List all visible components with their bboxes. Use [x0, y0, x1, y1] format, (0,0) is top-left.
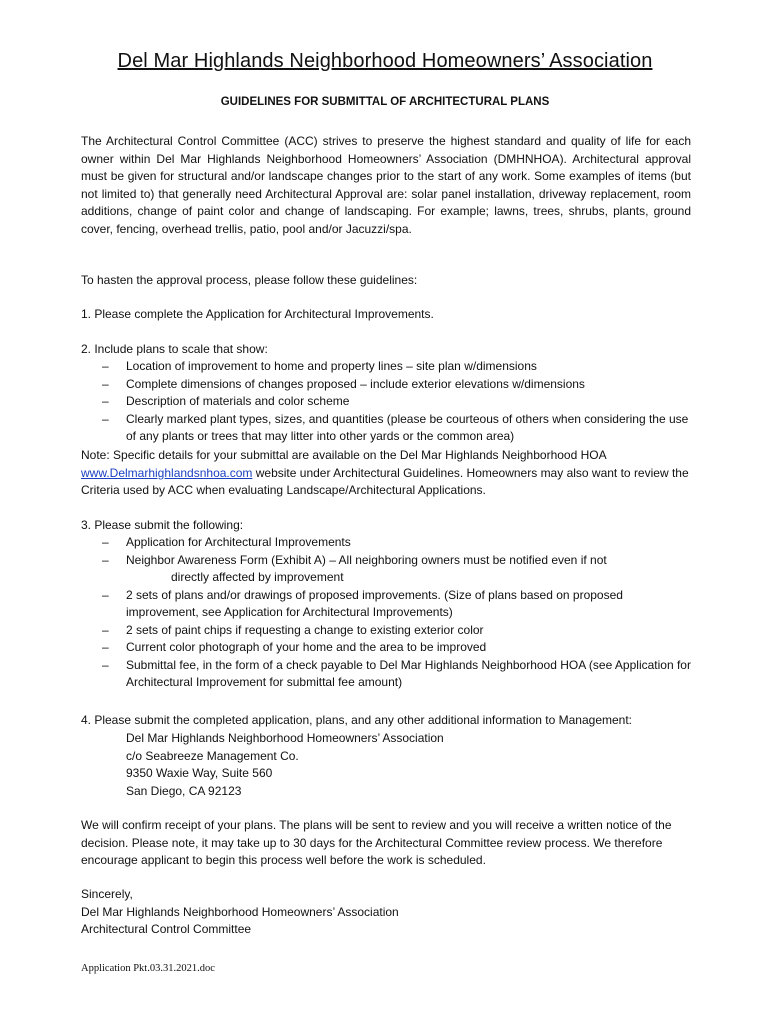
list-item-line: Neighbor Awareness Form (Exhibit A) – All neighboring owners must be notified even if not	[126, 552, 607, 567]
list-item: – Complete dimensions of changes proposed – include exterior elevations w/dimensions	[81, 376, 691, 394]
step-1-text: 1. Please complete the Application for Architectural Improvements.	[81, 307, 434, 321]
address-line: 9350 Waxie Way, Suite 560	[126, 766, 273, 780]
list-item: – Current color photograph of your home and the area to be improved	[81, 639, 691, 657]
address-line: Del Mar Highlands Neighborhood Homeowners’ Association	[126, 731, 444, 745]
list-item	[81, 552, 691, 587]
step-3-heading: 3. Please submit the following:	[81, 518, 244, 532]
note-text-continued: website under Architectural Guidelines. Homeowners may also want to review the Criteria used by ACC when evaluating Landscape/Architectural Applications.	[81, 465, 689, 497]
document-subtitle: GUIDELINES FOR SUBMITTAL OF ARCHITECTURAL PLANS	[220, 96, 550, 108]
intro-paragraph: The Architectural Control Committee (ACC) strives to preserve the highest standard and quality of life for each owner within Del Mar Highlands Neighborhood Homeowners’ Association (DMHNHOA). Architectural approval must be given for structural and/or landscape changes prior to the start of any work. Some examples of items (but not limited to) that generally need Architectural Approval are: solar panel installation, driveway replacement, room additions, change of paint color and change of landscaping. For example; lawns, trees, shrubs, plants, ground cover, fencing, overhead trellis, patio, pool and/or Jacuzzi/spa.	[81, 134, 691, 236]
list-item: – Application for Architectural Improvements	[81, 534, 691, 552]
hasten-text: To hasten the approval process, please follow these guidelines:	[81, 273, 418, 287]
step-4-heading: 4. Please submit the completed application, plans, and any other additional information to Management:	[81, 713, 633, 727]
list-item: – Clearly marked plant types, sizes, and quantities (please be courteous of others when considering the use of any plants or trees that may litter into other yards or the common area)	[81, 411, 691, 446]
footer-filename: Application Pkt.03.31.2021.doc	[81, 963, 215, 974]
confirm-paragraph: We will confirm receipt of your plans. The plans will be sent to review and you will receive a written notice of the decision. Please note, it may take up to 30 days for the Architectural Committee review process. We therefore encourage applicant to begin this process well before the work is scheduled.	[81, 818, 672, 867]
closing-committee: Architectural Control Committee	[81, 922, 252, 936]
address-line: c/o Seabreeze Management Co.	[126, 749, 299, 763]
address-line: San Diego, CA 92123	[126, 784, 242, 798]
website-link[interactable]: www.Delmarhighlandsnhoa.com	[81, 465, 253, 480]
step-2-list	[81, 358, 691, 446]
step-2-heading: 2. Include plans to scale that show:	[81, 342, 268, 356]
step-2-note	[81, 447, 691, 500]
list-item: – 2 sets of paint chips if requesting a change to existing exterior color	[81, 622, 691, 640]
step-3-list	[81, 534, 691, 692]
list-item: – Submittal fee, in the form of a check payable to Del Mar Highlands Neighborhood HOA (see Application for Architectural Improvement for submittal fee amount)	[81, 657, 691, 692]
closing-org: Del Mar Highlands Neighborhood Homeowners’ Association	[81, 905, 399, 919]
list-item: – 2 sets of plans and/or drawings of proposed improvements. (Size of plans based on proposed improvement, see Application for Architectural Improvements)	[81, 587, 691, 622]
list-item: – Description of materials and color scheme	[81, 393, 691, 411]
list-item-line: directly affected by improvement	[171, 570, 344, 584]
note-text: Note: Specific details for your submittal are available on the Del Mar Highlands Neighborhood HOA	[81, 448, 607, 462]
document-title: Del Mar Highlands Neighborhood Homeowners’ Association	[117, 50, 653, 72]
list-item: – Location of improvement to home and property lines – site plan w/dimensions	[81, 358, 691, 376]
closing-salutation: Sincerely,	[81, 887, 133, 901]
